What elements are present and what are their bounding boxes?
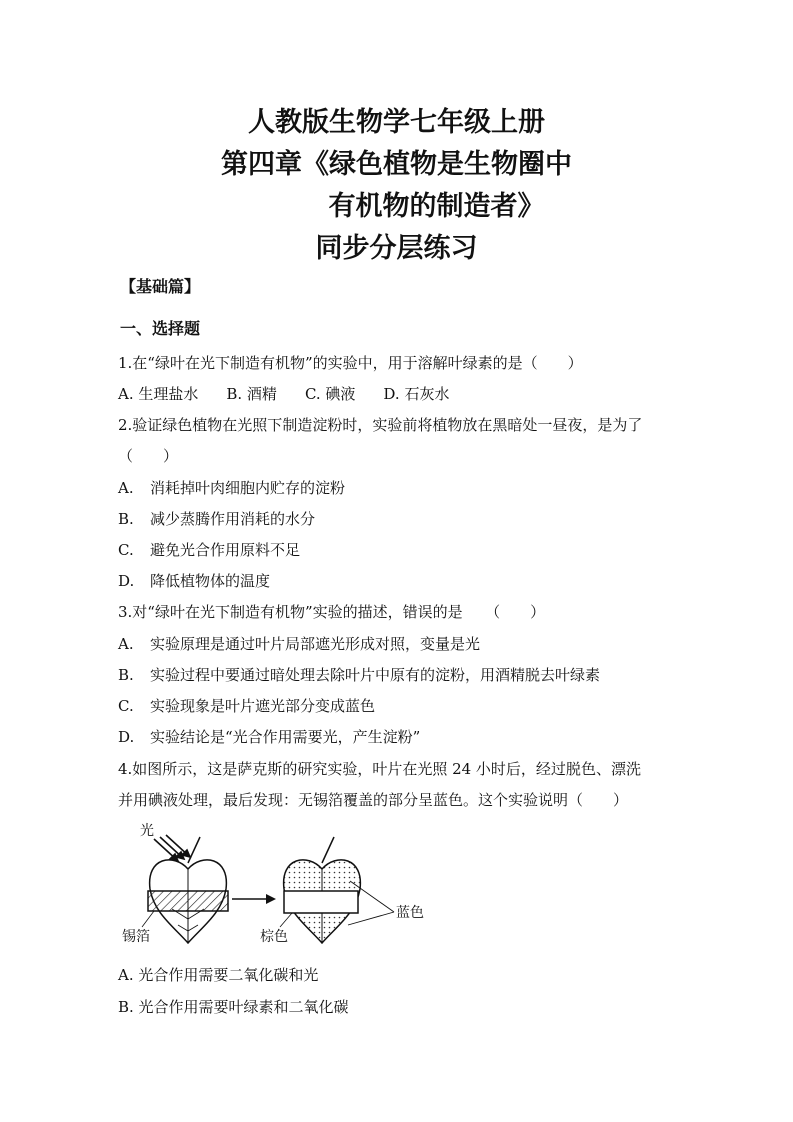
- process-arrow-icon: [232, 894, 276, 904]
- question-2-stem-cont: （ ）: [118, 447, 179, 465]
- q3-option-a-text: 实验原理是通过叶片局部遮光形成对照，变量是光: [150, 635, 481, 653]
- question-4-stem-cont: 并用碘液处理，最后发现：无锡箔覆盖的部分呈蓝色。这个实验说明（ ）: [118, 791, 629, 809]
- doc-title-line-4: 同步分层练习: [315, 233, 478, 264]
- q3-option-a: [118, 633, 480, 654]
- leaf-after-icon: [284, 837, 361, 943]
- q2-option-d: [118, 570, 270, 591]
- q2-option-c-letter: C.: [118, 541, 134, 559]
- q2-option-a-text: 消耗掉叶肉细胞内贮存的淀粉: [150, 479, 346, 497]
- q2-option-d-letter: D.: [118, 572, 135, 590]
- light-arrows-icon: [154, 835, 190, 861]
- q3-option-a-letter: A.: [118, 635, 134, 653]
- question-4-stem: 4.如图所示，这是萨克斯的研究实验，叶片在光照 24 小时后，经过脱色、漂洗: [118, 760, 641, 778]
- q3-option-c-text: 实验现象是叶片遮光部分变成蓝色: [150, 697, 376, 715]
- q2-option-a: [118, 477, 345, 498]
- q2-option-c: [118, 539, 300, 560]
- q2-option-a-letter: A.: [118, 479, 134, 497]
- q4-option-a: A. 光合作用需要二氧化碳和光: [118, 966, 319, 984]
- doc-title-line-3: 有机物的制造者》: [328, 191, 545, 222]
- q3-option-c: [118, 695, 375, 716]
- question-3-stem: 3.对“绿叶在光下制造有机物”实验的描述，错误的是 （ ）: [118, 603, 546, 621]
- q1-option-b: B. 酒精: [226, 385, 277, 403]
- q2-option-d-text: 降低植物体的温度: [150, 572, 271, 590]
- brown-label: 棕色: [260, 929, 288, 945]
- q3-option-c-letter: C.: [118, 697, 134, 715]
- leaf-experiment-figure: [112, 815, 452, 955]
- foil-label: 锡箔: [122, 929, 150, 945]
- doc-title-line-1: 人教版生物学七年级上册: [248, 107, 545, 138]
- q3-option-d-text: 实验结论是“光合作用需要光，产生淀粉”: [150, 728, 421, 746]
- question-1-stem: 1.在“绿叶在光下制造有机物”的实验中，用于溶解叶绿素的是（ ）: [118, 354, 583, 372]
- q3-option-b: [118, 664, 600, 685]
- question-2-stem: 2.验证绿色植物在光照下制造淀粉时，实验前将植物放在黑暗处一昼夜，是为了: [118, 416, 643, 434]
- doc-title-line-2: 第四章《绿色植物是生物圈中: [221, 149, 572, 180]
- q2-option-b-text: 减少蒸腾作用消耗的水分: [150, 510, 316, 528]
- brown-strip: [284, 891, 358, 913]
- q3-option-b-letter: B.: [118, 666, 134, 684]
- q3-option-d: [118, 726, 420, 747]
- foil-strip: [148, 891, 228, 911]
- q3-option-b-text: 实验过程中要通过暗处理去除叶片中原有的淀粉，用酒精脱去叶绿素: [150, 666, 601, 684]
- q2-option-b-letter: B.: [118, 510, 134, 528]
- section-heading: 【基础篇】: [120, 277, 201, 296]
- light-label: 光: [140, 823, 154, 839]
- subsection-heading: 一、选择题: [120, 319, 201, 338]
- q3-option-d-letter: D.: [118, 728, 135, 746]
- q1-option-a: A. 生理盐水: [118, 385, 199, 403]
- q1-option-d: D. 石灰水: [383, 385, 450, 403]
- q1-option-c: C. 碘液: [304, 385, 356, 403]
- q2-option-b: [118, 508, 315, 529]
- q2-option-c-text: 避免光合作用原料不足: [150, 541, 301, 559]
- blue-label: 蓝色: [396, 905, 424, 921]
- q4-option-b: B. 光合作用需要叶绿素和二氧化碳: [118, 998, 349, 1016]
- question-1-options: [118, 383, 477, 404]
